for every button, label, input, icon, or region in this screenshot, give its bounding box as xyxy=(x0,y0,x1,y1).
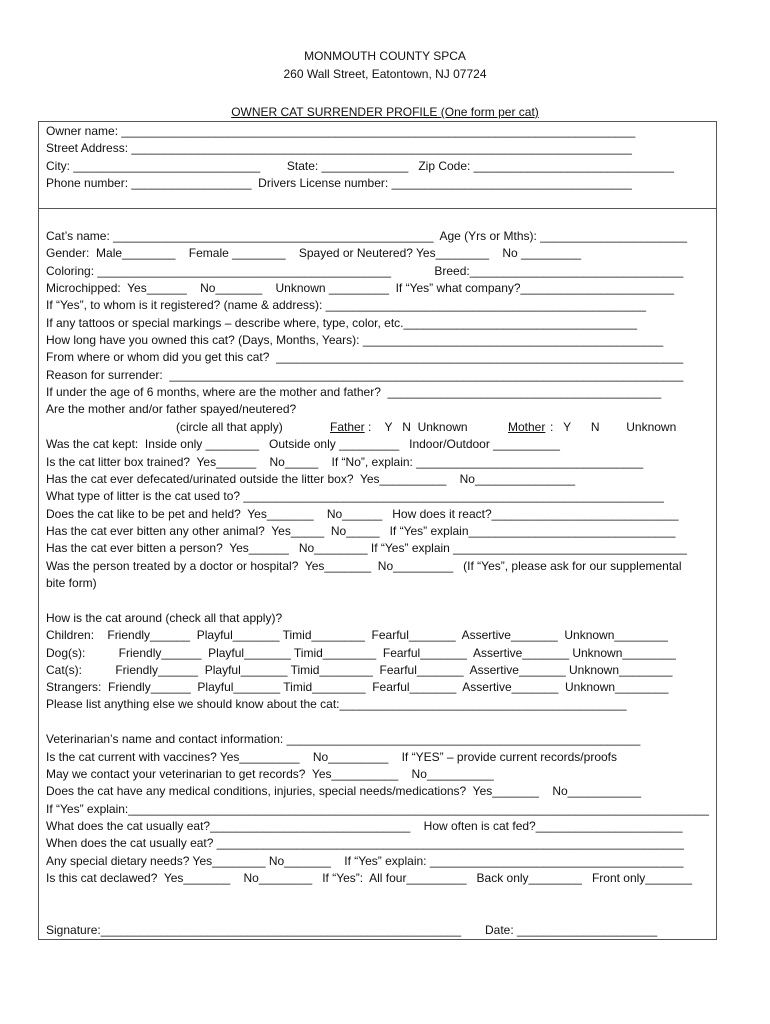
litter-trained-line[interactable]: Is the cat litter box trained? Yes______ No_____ If “No”, explain: __________________________________ xyxy=(46,455,644,469)
litter-type-line[interactable]: What type of litter is the cat used to? _______________________________________________________________ xyxy=(46,489,664,503)
behavior-cats-row[interactable]: Cat(s): Friendly______ Playful_______ Timid________ Fearful_______ Assertive_______ Unknown________ xyxy=(46,663,673,677)
outside-litter-line[interactable]: Has the cat ever defecated/urinated outside the litter box? Yes__________ No_______________ xyxy=(46,472,576,486)
mother-label: Mother xyxy=(508,420,546,434)
phone-license-line[interactable]: Phone number: __________________ Drivers License number: ____________________________________ xyxy=(46,176,632,190)
signature-line[interactable]: Signature:______________________________________________________ xyxy=(46,923,462,937)
circle-lead: (circle all that apply) xyxy=(176,420,283,434)
declawed-line[interactable]: Is this cat declawed? Yes_______ No________ If “Yes”: All four_________ Back only________ Front only_______ xyxy=(46,871,693,885)
origin-line[interactable]: From where or whom did you get this cat? _____________________________________________________________ xyxy=(46,350,684,364)
pet-held-line[interactable]: Does the cat like to be pet and held? Yes_______ No______ How does it react?____________________________ xyxy=(46,507,679,521)
surrender-reason-line[interactable]: Reason for surrender: _____________________________________________________________________________ xyxy=(46,368,684,382)
behavior-dogs-row[interactable]: Dog(s): Friendly______ Playful_______ Timid________ Fearful_______ Assertive_______ Unknown________ xyxy=(46,646,676,660)
special-diet-line[interactable]: Any special dietary needs? Yes________ No_______ If “Yes” explain: ______________________________________ xyxy=(46,854,684,868)
treated-line[interactable]: Was the person treated by a doctor or hospital? Yes_______ No_________ (If “Yes”, please ask for our supplemental xyxy=(46,559,682,573)
bite-form-line: bite form) xyxy=(46,576,97,590)
date-line[interactable]: Date: _____________________ xyxy=(485,923,658,937)
medical-conditions-line[interactable]: Does the cat have any medical conditions, injuries, special needs/medications? Yes_______ No___________ xyxy=(46,784,642,798)
anything-else-line[interactable]: Please list anything else we should know about the cat:___________________________________________ xyxy=(46,697,627,711)
org-address: 260 Wall Street, Eatontown, NJ 07724 xyxy=(283,67,487,81)
eat-time-line[interactable]: When does the cat usually eat? ______________________________________________________________________ xyxy=(46,836,684,850)
registered-line[interactable]: If “Yes”, to whom is it registered? (name & address): ________________________________________________ xyxy=(46,298,647,312)
microchip-line[interactable]: Microchipped: Yes______ No_______ Unknown _________ If “Yes” what company?_______________________ xyxy=(46,281,675,295)
mother-options[interactable]: : Y N Unknown xyxy=(550,420,677,434)
org-name: MONMOUTH COUNTY SPCA xyxy=(304,49,466,63)
street-address-line[interactable]: Street Address: ___________________________________________________________________________ xyxy=(46,141,632,155)
behavior-heading: How is the cat around (check all that apply)? xyxy=(46,611,283,625)
vaccines-line[interactable]: Is the cat current with vaccines? Yes_________ No_________ If “YES” – provide current records/proofs xyxy=(46,750,617,764)
coloring-breed-line[interactable]: Coloring: ____________________________________________ Breed:________________________________ xyxy=(46,264,684,278)
parents-location-line[interactable]: If under the age of 6 months, where are the mother and father? _________________________________________ xyxy=(46,385,662,399)
owned-duration-line[interactable]: How long have you owned this cat? (Days, Months, Years): _____________________________________________ xyxy=(46,333,664,347)
behavior-children-row[interactable]: Children: Friendly______ Playful_______ Timid________ Fearful_______ Assertive_______ Unknown________ xyxy=(46,628,668,642)
parents-spayed-line: Are the mother and/or father spayed/neutered? xyxy=(46,402,297,416)
gender-line[interactable]: Gender: Male________ Female ________ Spayed or Neutered? Yes________ No _________ xyxy=(46,246,582,260)
father-options[interactable]: : Y N Unknown xyxy=(368,420,468,434)
owner-name-line[interactable]: Owner name: _____________________________________________________________________________ xyxy=(46,124,636,138)
medical-explain-line[interactable]: If “Yes” explain:_______________________________________________________________________________________ xyxy=(46,802,709,816)
contact-vet-line[interactable]: May we contact your veterinarian to get records? Yes__________ No__________ xyxy=(46,767,494,781)
diet-line[interactable]: What does the cat usually eat?______________________________ How often is cat fed?______________________ xyxy=(46,819,683,833)
kept-line[interactable]: Was the cat kept: Inside only ________ Outside only _________ Indoor/Outdoor __________ xyxy=(46,437,560,451)
vet-name-line[interactable]: Veterinarian’s name and contact information: _____________________________________________________ xyxy=(46,732,641,746)
behavior-strangers-row[interactable]: Strangers: Friendly______ Playful_______ Timid________ Fearful_______ Assertive_______ Unknown________ xyxy=(46,680,669,694)
bitten-person-line[interactable]: Has the cat ever bitten a person? Yes______ No________ If “Yes” explain ___________________________________ xyxy=(46,541,687,555)
cat-name-line[interactable]: Cat’s name: ________________________________________________ Age (Yrs or Mths): ______________________ xyxy=(46,229,688,243)
bitten-animal-line[interactable]: Has the cat ever bitten any other animal? Yes_____ No_____ If “Yes” explain_______________________________ xyxy=(46,524,676,538)
father-label: Father xyxy=(330,420,365,434)
city-state-zip-line[interactable]: City: ____________________________ State: _____________ Zip Code: ______________________________ xyxy=(46,159,674,173)
form-title: OWNER CAT SURRENDER PROFILE (One form per cat) xyxy=(231,105,539,119)
tattoos-line[interactable]: If any tattoos or special markings – describe where, type, color, etc.___________________________________ xyxy=(46,316,638,330)
